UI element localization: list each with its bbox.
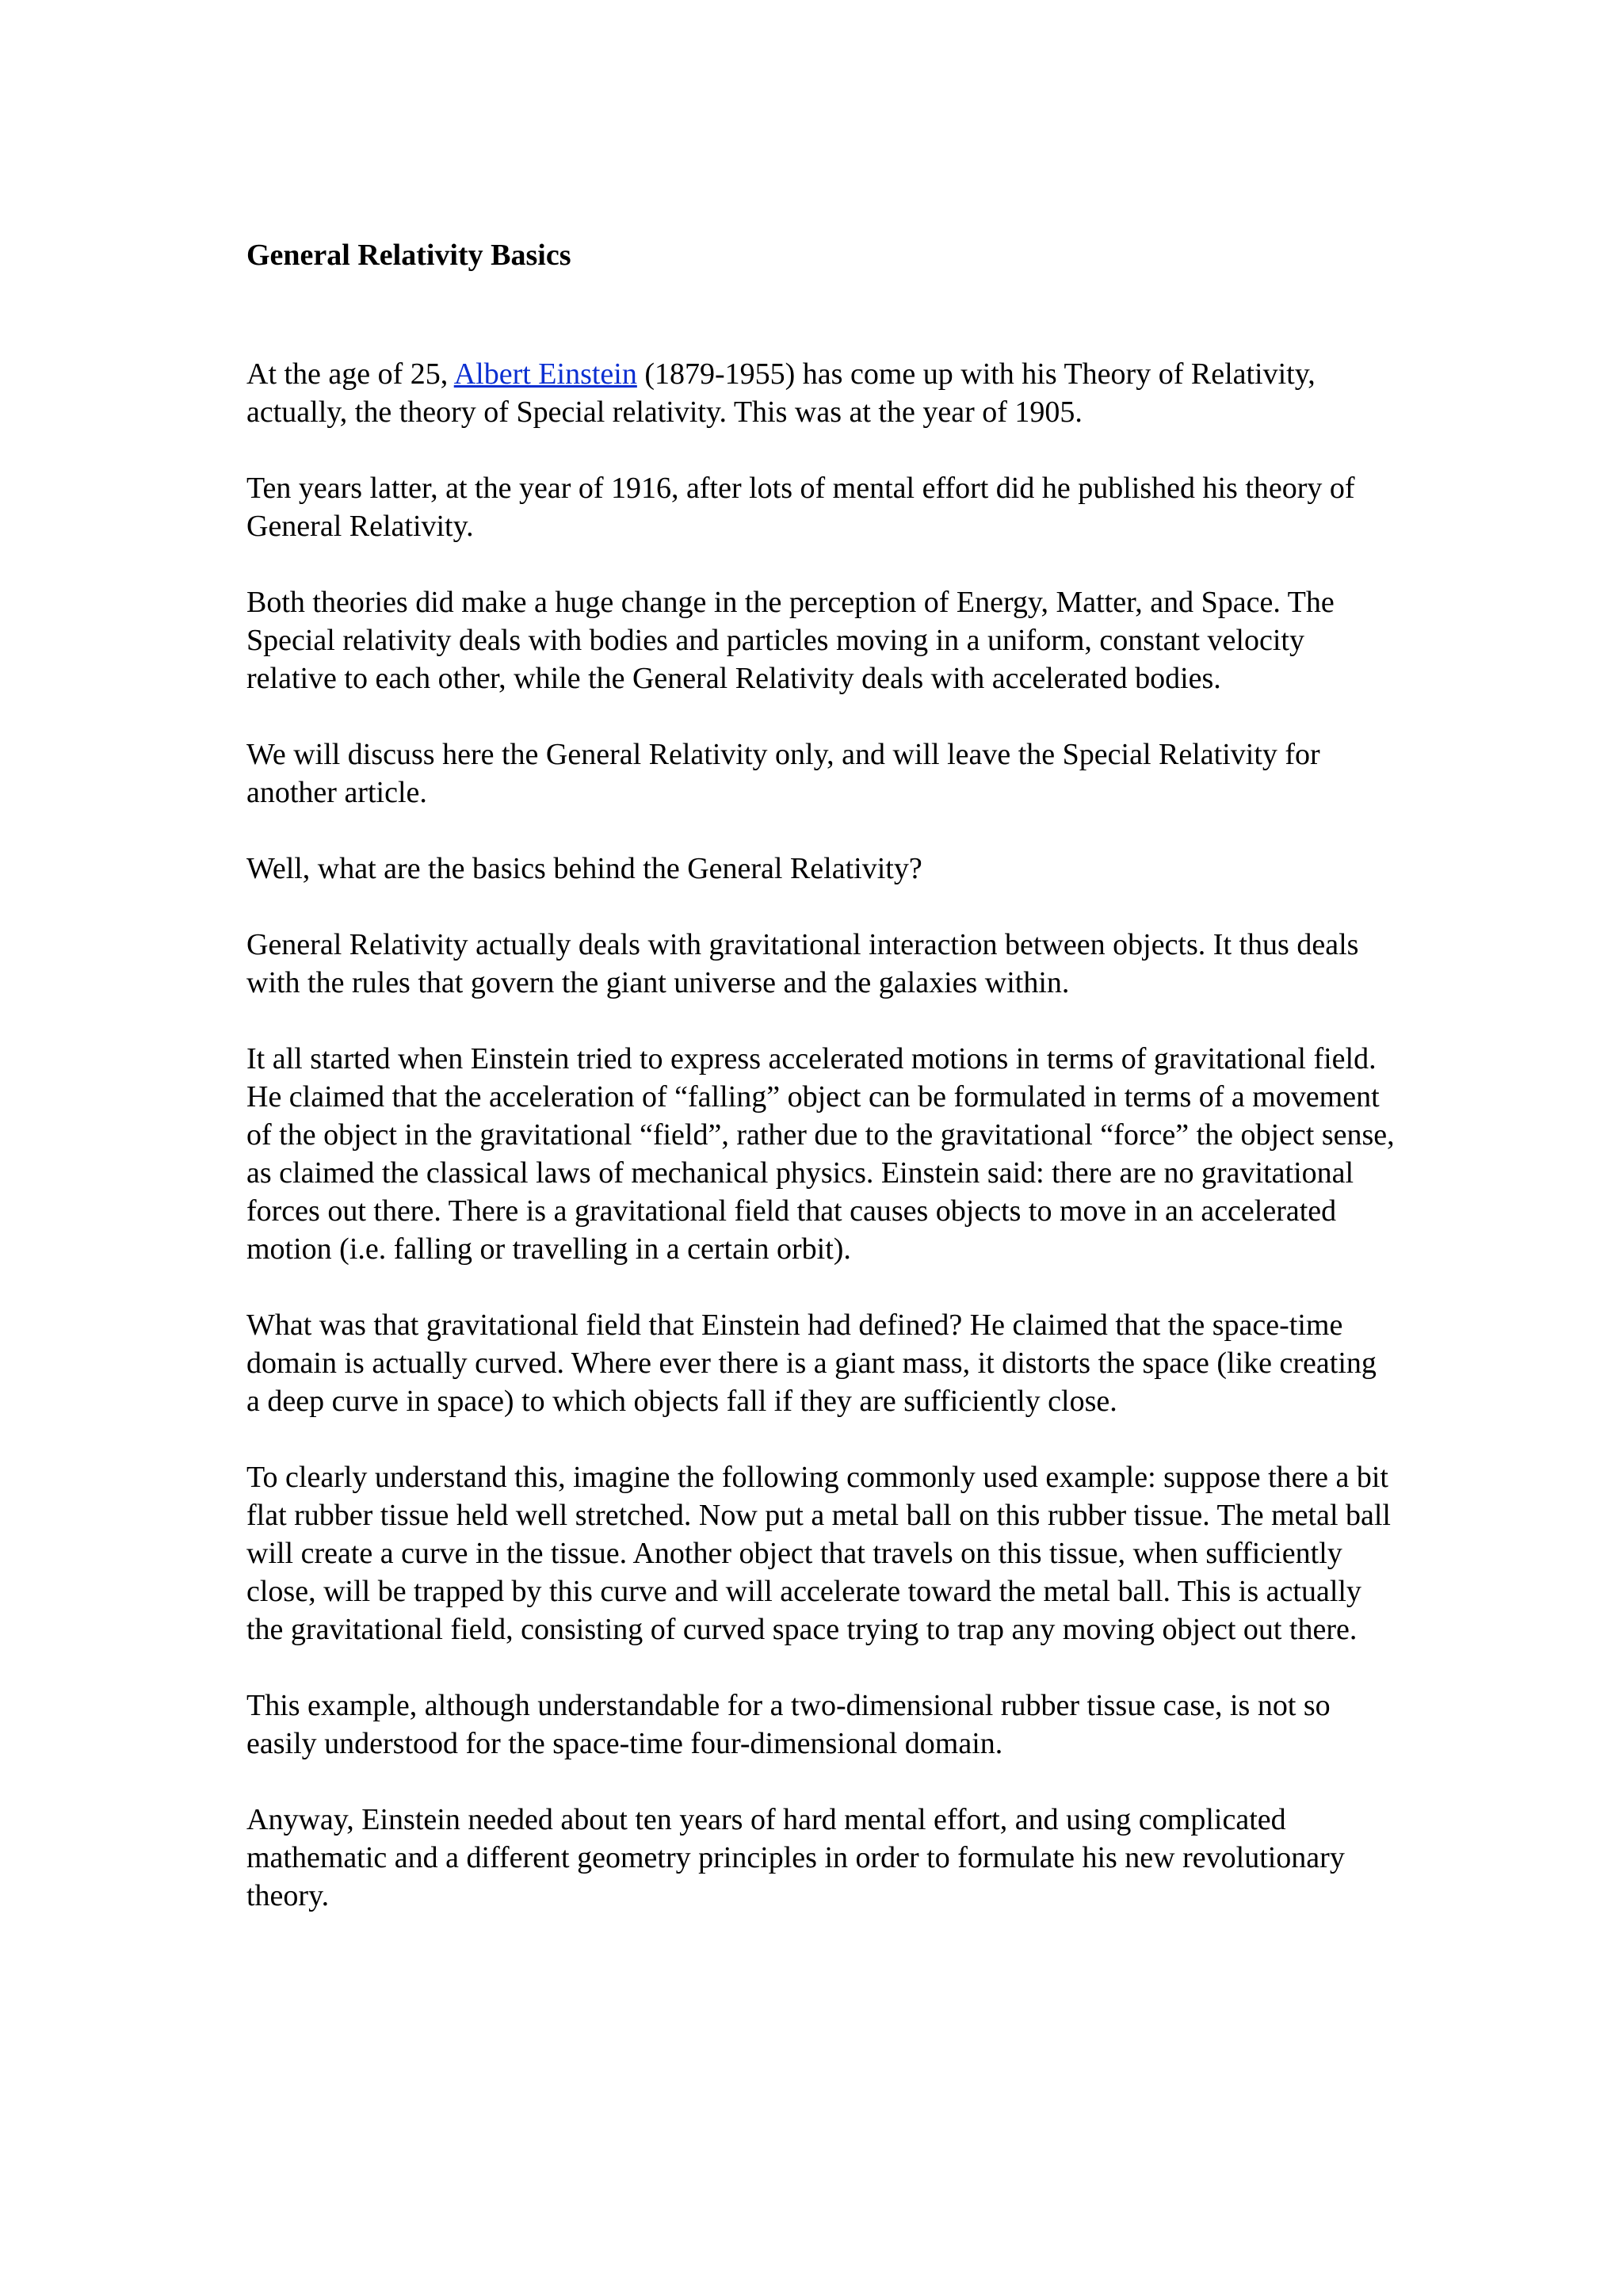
intro-text-after: (1879-1955) has come up with his Theory of Relativity, actually, the theory of Special relativity. This was at the year of 1905.	[246, 357, 1316, 429]
paragraph-1: Ten years latter, at the year of 1916, after lots of mental effort did he published his theory of General Relativity.	[246, 472, 1355, 543]
paragraph-6: It all started when Einstein tried to express accelerated motions in terms of gravitational field. He claimed that the acceleration of “falling” object can be formulated in terms of a movement of the object in the gravitational “field”, rather due to the gravitational “force” the object sense, as claimed the classical laws of mechanical physics. Einstein said: there are no gravitational forces out there. There is a gravitational field that causes objects to move in an accelerated motion (i.e. falling or travelling in a certain orbit).	[246, 1042, 1395, 1266]
paragraph-8: To clearly understand this, imagine the following commonly used example: suppose there a bit flat rubber tissue held well stretched. Now put a metal ball on this rubber tissue. The metal ball will create a curve in the tissue. Another object that travels on this tissue, when sufficiently close, will be trapped by this curve and will accelerate toward the metal ball. This is actually the gravitational field, consisting of curved space trying to trap any moving object out there.	[246, 1461, 1391, 1646]
paragraph-9: This example, although understandable for a two-dimensional rubber tissue case, is not so easily understood for the space-time four-dimensional domain.	[246, 1689, 1331, 1760]
document-page	[246, 231, 1396, 1953]
intro-paragraph	[246, 355, 1396, 431]
paragraph-4: Well, what are the basics behind the General Relativity?	[246, 852, 922, 885]
intro-text-before: At the age of 25,	[246, 357, 454, 391]
paragraph-5: General Relativity actually deals with gravitational interaction between objects. It thus deals with the rules that govern the giant universe and the galaxies within.	[246, 928, 1359, 999]
paragraph-2: Both theories did make a huge change in the perception of Energy, Matter, and Space. The Special relativity deals with bodies and particles moving in a uniform, constant velocity relative to each other, while the General Relativity deals with accelerated bodies.	[246, 586, 1335, 695]
document-title: General Relativity Basics	[246, 239, 571, 272]
paragraph-3: We will discuss here the General Relativity only, and will leave the Special Relativity for another article.	[246, 738, 1320, 809]
albert-einstein-link[interactable]: Albert Einstein	[453, 357, 637, 391]
paragraph-7: What was that gravitational field that Einstein had defined? He claimed that the space-time domain is actually curved. Where ever there is a giant mass, it distorts the space (like creating a deep curve in space) to which objects fall if they are sufficiently close.	[246, 1308, 1377, 1418]
paragraph-10: Anyway, Einstein needed about ten years of hard mental effort, and using complicated mathematic and a different geometry principles in order to formulate his new revolutionary theory.	[246, 1803, 1345, 1912]
